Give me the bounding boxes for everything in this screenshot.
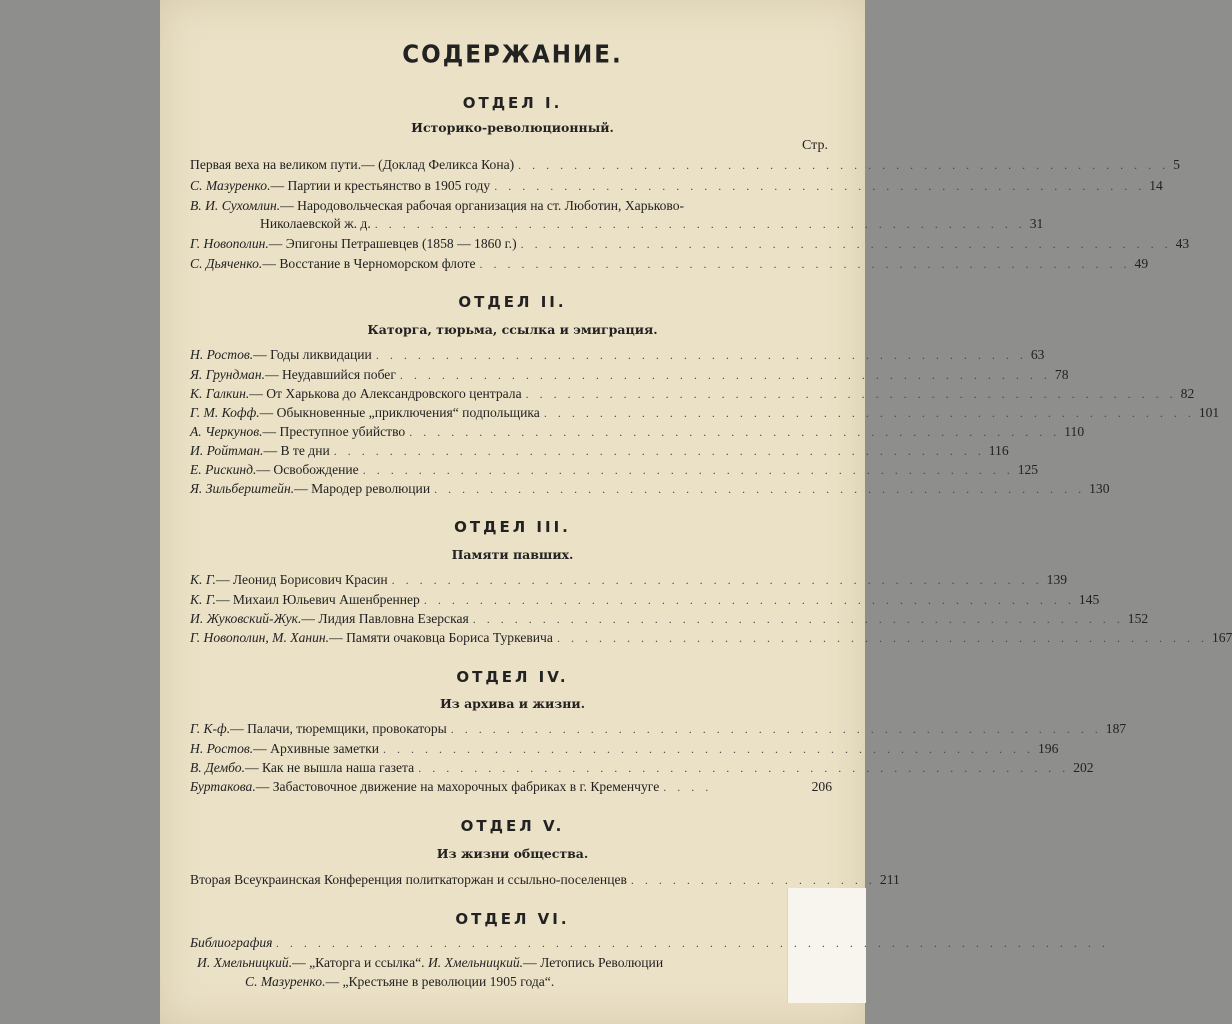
bibliography-author: И. Хмельницкий. bbox=[197, 955, 293, 970]
bibliography-line-1 bbox=[197, 955, 786, 971]
bibliography-author: С. Мазуренко. bbox=[245, 974, 326, 989]
entry-page: 139 bbox=[1046, 572, 1068, 587]
entry-page: 63 bbox=[1030, 347, 1045, 362]
leader-dots: . . . . . . . . . . . . . . . . . . . . . . . . . . . . . . . . . . . . . . . . . . . . . . . bbox=[362, 463, 1014, 477]
leader-dots: . . . . . . . . . . . . . . . . . . . . . . . . . . . . . . . . . . . . . . . . . . . . . . . bbox=[556, 631, 1208, 645]
leader-dots: . . . . . . . . . . . . . . . . . . . . . . . . . . . . . . . . . . . . . . . . . . . . . . . bbox=[374, 217, 1026, 231]
entry-page: 14 bbox=[1149, 178, 1163, 193]
entry-author: С. Мазуренко. bbox=[190, 178, 271, 193]
entry-page: 167 bbox=[1211, 630, 1232, 645]
entry-title: — Архивные заметки bbox=[253, 741, 379, 756]
bibliography-title: — „Крестьяне в революции 1905 года“. bbox=[325, 974, 555, 989]
section-2-heading: ОТДЕЛ II. bbox=[458, 293, 567, 311]
entry-title: — Как не вышла наша газета bbox=[244, 760, 415, 775]
entry-title: — Неудавшийся побег bbox=[264, 367, 396, 382]
entry-title: — От Харькова до Александровского централа bbox=[249, 386, 522, 401]
bibliography-title: — „Каторга и ссылка“. bbox=[292, 955, 425, 970]
entry-title: Первая веха на великом пути.— (Доклад Феликса Кона) bbox=[190, 157, 515, 172]
bibliography-title: — Летопись Революции bbox=[523, 955, 664, 970]
leader-dots: . . . . . . . . . . . . . . . . . . . . . . . . . . . . . . . . . . . . . . . . . . . . . . . bbox=[479, 257, 1131, 271]
leader-dots: . . . . . . . . . . . . . . . . . . . . . . . . . . . . . . . . . . . . . . . . . . . . . . . bbox=[333, 444, 985, 458]
entry-author: Г. Новополин, М. Ханин. bbox=[190, 630, 330, 645]
book-page bbox=[160, 0, 865, 1024]
toc-entry bbox=[190, 347, 1045, 365]
entry-page: 125 bbox=[1017, 462, 1039, 477]
toc-entry bbox=[190, 611, 1149, 629]
leader-dots: . . . . . . . . . . . . . . . . . . . . . . . . . . . . . . . . . . . . . . . . . . . . . . . bbox=[434, 482, 1086, 496]
entry-author: Г. Новополин. bbox=[190, 236, 269, 251]
leader-dots: . . . . . . . . . . . . . . . . . . . . . . . . . . . . . . . . . . . . . . . . . . . . . . . bbox=[409, 425, 1061, 439]
leader-dots: . . . . . . . . . . . . . . . . . . . . . . . . . . . . . . . . . . . . . . . . . . . . . . . bbox=[423, 593, 1075, 607]
section-3-subtitle: Памяти павших. bbox=[451, 547, 574, 562]
entry-title-cont: Николаевской ж. д. bbox=[260, 216, 371, 231]
section-4-heading: ОТДЕЛ IV. bbox=[456, 668, 569, 686]
entry-title: — Лидия Павловна Езерская bbox=[301, 611, 469, 626]
section-2-subtitle: Каторга, тюрьма, ссылка и эмиграция. bbox=[367, 322, 658, 337]
bibliography-author: И. Хмельницкий. bbox=[427, 955, 524, 970]
entry-title: — Памяти очаковца Бориса Туркевича bbox=[329, 630, 553, 645]
entry-author: Г. М. Кофф. bbox=[190, 405, 260, 420]
entry-page: 82 bbox=[1180, 386, 1195, 401]
entry-author: К. Галкин. bbox=[190, 386, 250, 401]
leader-dots: . . . . . . . . . . . . . . . . . . . . . . . . . . . . . . . . . . . . . . . . . . . . . . . bbox=[375, 348, 1027, 362]
entry-author: И. Ройтман. bbox=[190, 443, 264, 458]
leader-dots: . . . . . . . . . . . . . . . . . . . . . . . . . . . . . . . . . . . . . . . . . . . . . . . bbox=[399, 368, 1051, 382]
entry-title: — Партии и крестьянство в 1905 году bbox=[270, 178, 491, 193]
entry-title: — Мародер революции bbox=[294, 481, 431, 496]
leader-dots: . . . . . . . . . . . . . . . . . . . . . . . . . . . . . . . . . . . . . . . . . . . . . . . bbox=[520, 237, 1172, 251]
section-1-subtitle: Историко-революционный. bbox=[411, 120, 614, 135]
toc-entry bbox=[190, 779, 832, 797]
entry-title: — Обыкновенные „приключения“ подпольщика bbox=[259, 405, 540, 420]
section-1-heading: ОТДЕЛ I. bbox=[462, 94, 563, 112]
entry-title: — Народовольческая рабочая организация на ст. Люботин, Харьково- bbox=[280, 198, 685, 213]
toc-entry bbox=[190, 256, 1149, 274]
page-column-label: Стр. bbox=[802, 138, 828, 153]
entry-title: — Эпигоны Петрашевцев (1858 — 1860 г.) bbox=[268, 236, 517, 251]
entry-author: Я. Грундман. bbox=[190, 367, 265, 382]
leader-dots: . . . . . . . . . . . . . . . . . . bbox=[630, 873, 876, 887]
entry-author: И. Жуковский-Жук. bbox=[190, 611, 302, 626]
entry-page: 43 bbox=[1175, 236, 1190, 251]
entry-page: 101 bbox=[1198, 405, 1220, 420]
entry-title: — Михаил Юльевич Ашенбреннер bbox=[215, 592, 420, 607]
section-3-heading: ОТДЕЛ III. bbox=[454, 518, 571, 536]
entry-page: 145 bbox=[1078, 592, 1100, 607]
toc-entry bbox=[190, 443, 1009, 461]
toc-entry-multiline bbox=[190, 198, 684, 214]
entry-author: В. Дембо. bbox=[190, 760, 245, 775]
toc-entry bbox=[190, 572, 1068, 590]
entry-title: — Леонид Борисович Красин bbox=[215, 572, 388, 587]
toc-entry bbox=[190, 386, 1195, 404]
toc-entry bbox=[190, 462, 1039, 480]
entry-page: 202 bbox=[1073, 760, 1094, 775]
entry-page: 5 bbox=[1173, 157, 1180, 172]
bibliography-line-2 bbox=[245, 974, 554, 990]
entry-title: — Забастовочное движение на махорочных фабриках в г. Кременчуге bbox=[255, 779, 660, 794]
toc-entry bbox=[190, 367, 1069, 385]
toc-entry bbox=[190, 424, 1085, 442]
entry-author: А. Черкунов. bbox=[190, 424, 263, 439]
entry-author: В. И. Сухомлин. bbox=[190, 198, 281, 213]
leader-dots: . . . . . . . . . . . . . . . . . . . . . . . . . . . . . . . . . . . . . . . . . . . . . . . bbox=[450, 722, 1102, 736]
toc-entry bbox=[190, 741, 1059, 759]
leader-dots: . . . . bbox=[663, 780, 713, 794]
entry-author: К. Г. bbox=[190, 572, 216, 587]
section-6-heading: ОТДЕЛ VI. bbox=[455, 910, 570, 928]
entry-title: — Преступное убийство bbox=[262, 424, 406, 439]
section-5-subtitle: Из жизни общества. bbox=[436, 846, 589, 861]
entry-page: 110 bbox=[1064, 424, 1085, 439]
toc-entry bbox=[190, 630, 1232, 648]
entry-author: Я. Зильберштейн. bbox=[190, 481, 295, 496]
leader-dots: . . . . . . . . . . . . . . . . . . . . . . . . . . . . . . . . . . . . . . . . . . . . . . . bbox=[543, 406, 1195, 420]
section-5-heading: ОТДЕЛ V. bbox=[460, 817, 565, 835]
entry-title: Вторая Всеукраинская Конференция политкаторжан и ссыльно-поселенцев bbox=[190, 872, 627, 887]
page-title: СОДЕРЖАНИЕ. bbox=[402, 40, 623, 70]
entry-page: 196 bbox=[1037, 741, 1059, 756]
entry-page: 78 bbox=[1054, 367, 1069, 382]
leader-dots: . . . . . . . . . . . . . . . . . . . . . . . . . . . . . . . . . . . . . . . . . . . . . . . bbox=[518, 158, 1170, 172]
leader-dots: . . . . . . . . . . . . . . . . . . . . . . . . . . . . . . . . . . . . . . . . . . . . . . . bbox=[494, 179, 1146, 193]
toc-entry bbox=[190, 760, 1094, 778]
bibliography-entry bbox=[190, 935, 1109, 951]
toc-entry bbox=[190, 178, 1163, 196]
toc-entry bbox=[190, 157, 1180, 175]
entry-title: — Освобождение bbox=[256, 462, 359, 477]
leader-dots: . . . . . . . . . . . . . . . . . . . . . . . . . . . . . . . . . . . . . . . . . . . . . . . bbox=[391, 573, 1043, 587]
entry-author: Буртакова. bbox=[190, 779, 256, 794]
entry-page: 211 bbox=[879, 872, 900, 887]
entry-title: — В те дни bbox=[263, 443, 330, 458]
entry-author: Г. К-ф. bbox=[190, 721, 231, 736]
toc-entry bbox=[190, 592, 1100, 610]
entry-title: — Восстание в Черноморском флоте bbox=[262, 256, 476, 271]
toc-entry bbox=[190, 481, 1110, 499]
entry-page: 49 bbox=[1134, 256, 1149, 271]
entry-title: — Палачи, тюремщики, провокаторы bbox=[230, 721, 447, 736]
leader-dots: . . . . . . . . . . . . . . . . . . . . . . . . . . . . . . . . . . . . . . . . . . . . . . . bbox=[382, 742, 1034, 756]
leader-dots: . . . . . . . . . . . . . . . . . . . . . . . . . . . . . . . . . . . . . . . . . . . . . . . . . . . . . . . . . . . . bbox=[275, 936, 1109, 950]
toc-entry bbox=[190, 236, 1190, 254]
entry-page: 31 bbox=[1029, 216, 1044, 231]
entry-page: 187 bbox=[1105, 721, 1127, 736]
entry-page: 116 bbox=[988, 443, 1009, 458]
entry-author: К. Г. bbox=[190, 592, 216, 607]
entry-author: С. Дьяченко. bbox=[190, 256, 263, 271]
bibliography-label: Библиография bbox=[190, 935, 273, 950]
entry-author: Н. Ростов. bbox=[190, 741, 254, 756]
section-4-subtitle: Из архива и жизни. bbox=[439, 696, 586, 711]
entry-page: 152 bbox=[1127, 611, 1149, 626]
toc-entry-continuation bbox=[260, 216, 1044, 234]
toc-entry bbox=[190, 872, 900, 890]
entry-title: — Годы ликвидации bbox=[253, 347, 372, 362]
entry-page: 130 bbox=[1089, 481, 1110, 496]
toc-entry bbox=[190, 405, 1220, 423]
toc-entry bbox=[190, 721, 1127, 739]
leader-dots: . . . . . . . . . . . . . . . . . . . . . . . . . . . . . . . . . . . . . . . . . . . . . . . bbox=[472, 612, 1124, 626]
leader-dots: . . . . . . . . . . . . . . . . . . . . . . . . . . . . . . . . . . . . . . . . . . . . . . . bbox=[525, 387, 1177, 401]
entry-author: Н. Ростов. bbox=[190, 347, 254, 362]
leader-dots: . . . . . . . . . . . . . . . . . . . . . . . . . . . . . . . . . . . . . . . . . . . . . . . bbox=[418, 761, 1070, 775]
entry-page: 206 bbox=[811, 779, 832, 794]
entry-author: Е. Рискинд. bbox=[190, 462, 257, 477]
